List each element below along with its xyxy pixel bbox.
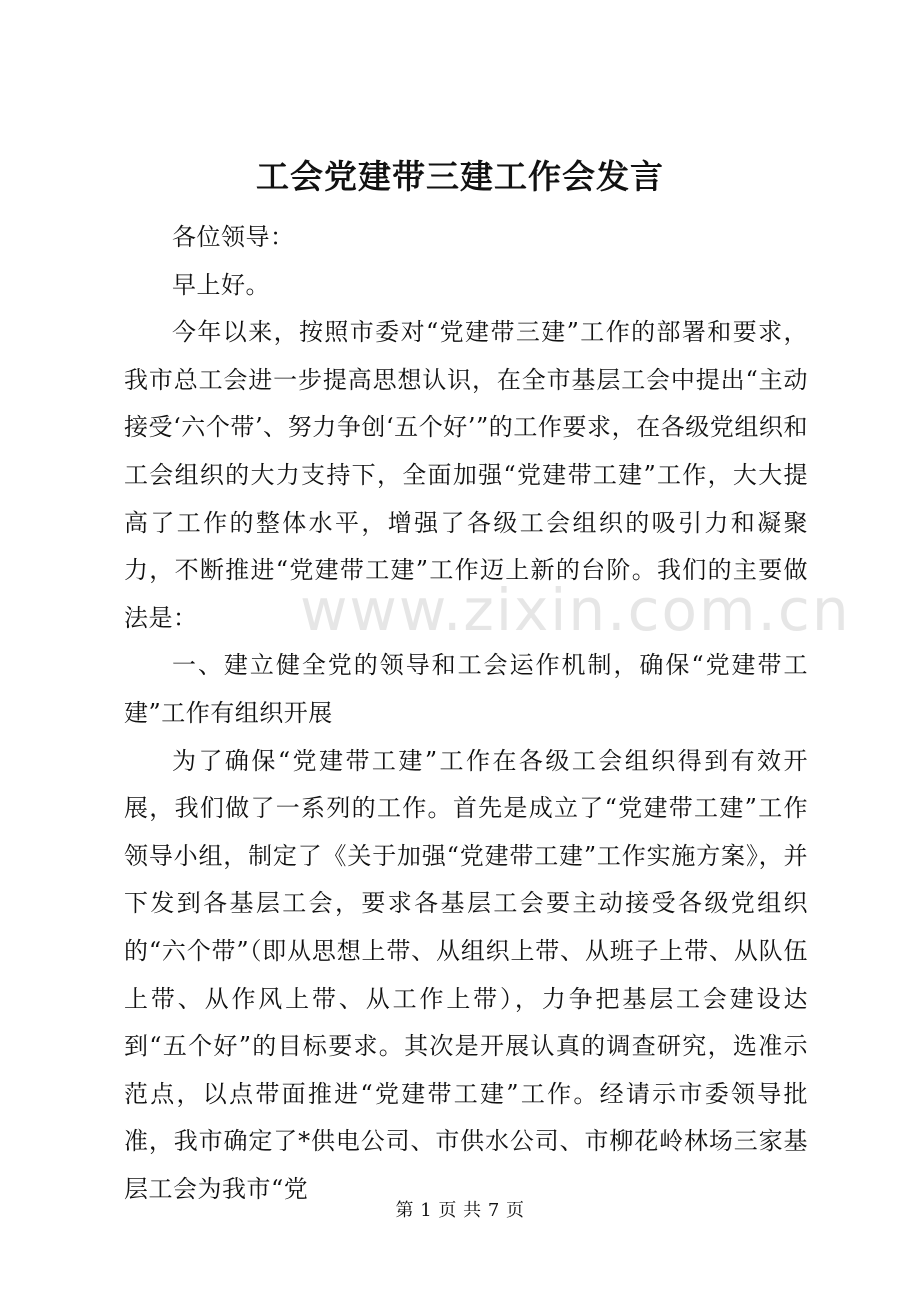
document-title: 工会党建带三建工作会发言 [256,157,664,196]
intro-paragraph: 今年以来，按照市委对“党建带三建”工作的部署和要求，我市总工会进一步提高思想认识，在全市基层工会中提出“主动接受‘六个带’、努力争创‘五个好’”的工作要求，在各级党组织和工会组织的大力支持下，全面加强“党建带工建”工作，大大提高了工作的整体水平，增强了各级工会组织的吸引力和凝聚力，不断推进“党建带工建”工作迈上新的台阶。我们的主要做法是： [124,318,808,632]
section-heading-1: 一、建立健全党的领导和工会运作机制，确保“党建带工建”工作有组织开展 [124,651,808,727]
document-body [124,214,808,1213]
salutation-paragraph: 早上好。 [172,270,270,299]
section-1-paragraph: 为了确保“党建带工建”工作在各级工会组织得到有效开展，我们做了一系列的工作。首先是成立了“党建带工建”工作领导小组，制定了《关于加强“党建带工建”工作实施方案》，并下发到各基层工会，要求各基层工会要主动接受各级党组织的“六个带”（即从思想上带、从组织上带、从班子上带、从队伍上带、从作风上带、从工作上带），力争把基层工会建设达到“五个好”的目标要求。其次是开展认真的调查研究，选准示范点，以点带面推进“党建带工建”工作。经请示市委领导批准，我市确定了*供电公司、市供水公司、市柳花岭林场三家基层工会为我市“党 [124,746,808,1203]
watermark: www.zixin.com.cn [300,576,851,644]
greeting-paragraph: 各位领导： [172,223,295,251]
page-footer: 第 1 页 共 7 页 [395,1200,525,1221]
